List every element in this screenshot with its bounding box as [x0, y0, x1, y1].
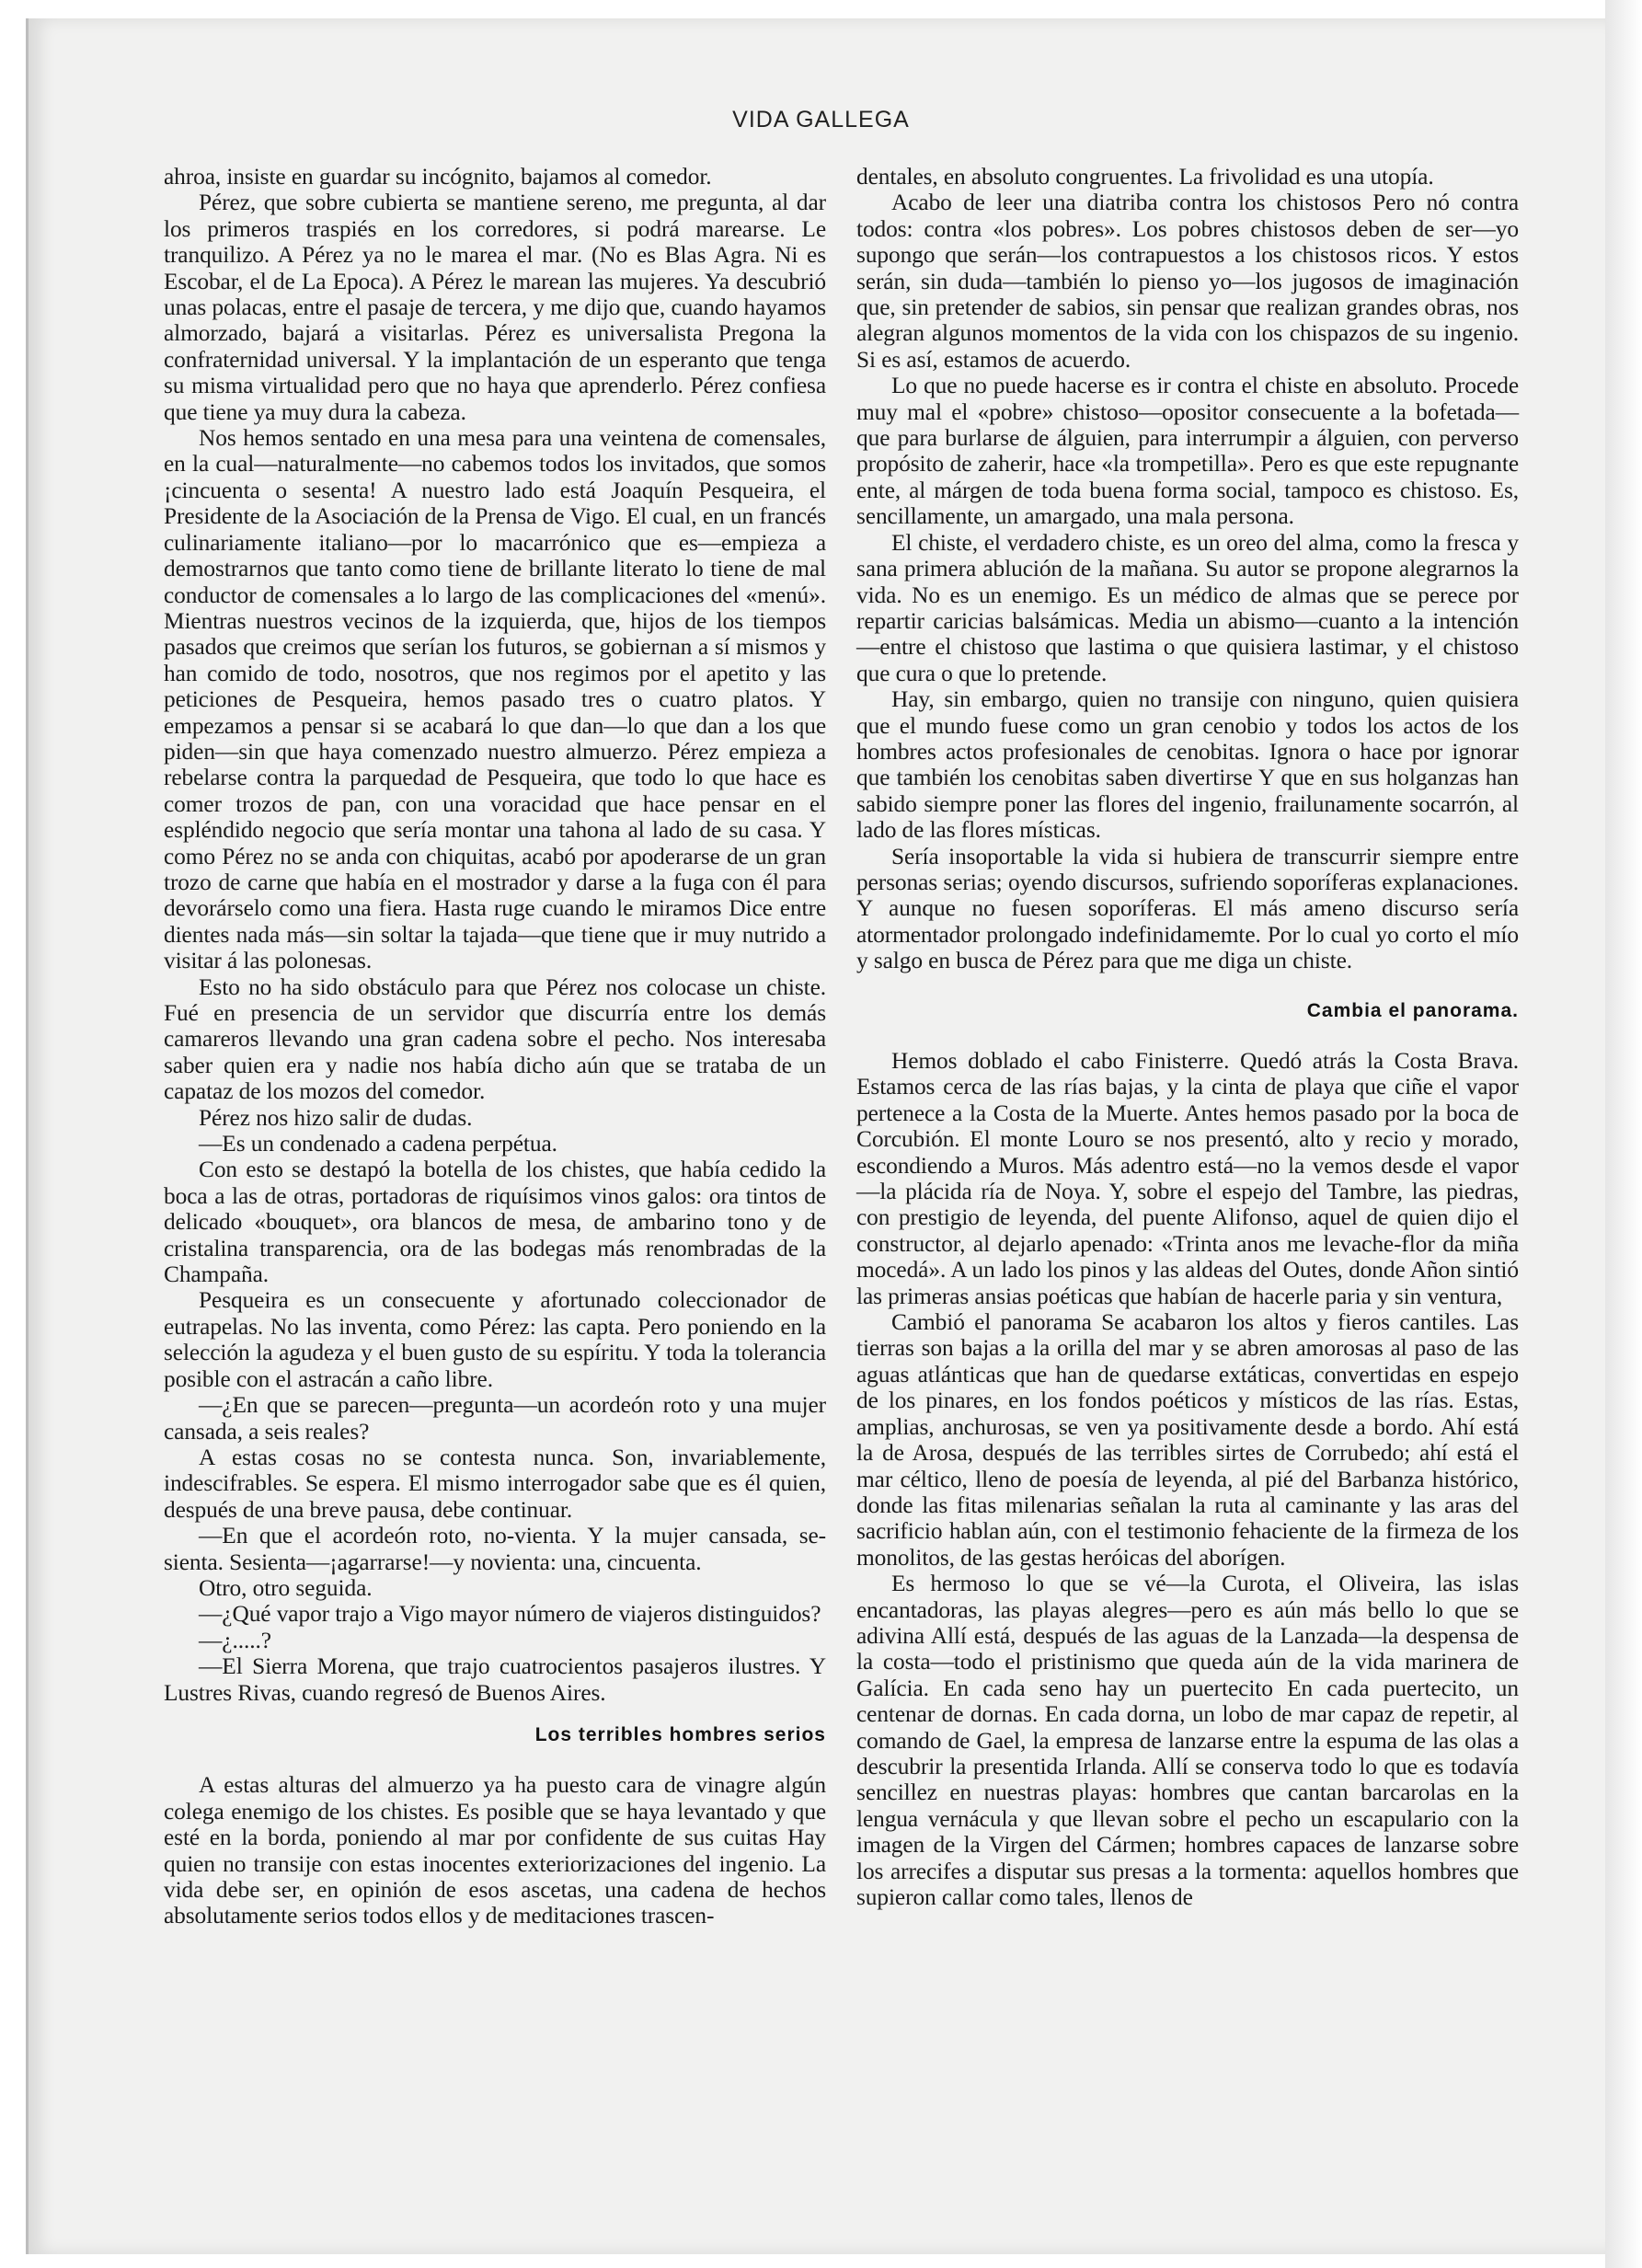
paragraph: Cambió el panorama Se acabaron los altos y fieros cantiles. Las tierras son bajas a la orilla del mar y se abren amorosas al paso de las aguas atlánticas que han de quedarse extáticas, convertidas en espejo de los pinares, en los fondos poéticos y místicos de las rías. Estas, amplias, anchurosas, se ven ya positivamente desde a bordo. Ahí está la de Arosa, después de las terribles sirtes de Corrubedo; ahí está el mar céltico, lleno de poesía de leyenda, al pié del Barbanza histórico, donde las fitas milenarias señalan la ruta al caminante y las aras del sacrificio hablan aún, con el testimonio fehaciente de la firmeza de los monolitos, de las gestas heróicas del aborígen.: [856, 1309, 1519, 1571]
paragraph: Nos hemos sentado en una mesa para una veintena de comensales, en la cual—naturalmente—no cabemos todos los invitados, que somos ¡cincuenta o sesenta! A nuestro lado está Joaquín Pesqueira, el Presidente de la Asociación de la Prensa de Vigo. El cual, en un francés culinariamente italiano—por lo macarrónico que es—empieza a demostrarnos que tanto como tiene de brillante literato lo tiene de mal conductor de comensales a lo largo de las complicaciones del «menú». Mientras nuestros vecinos de la izquierda, que, hijos de los tiempos pasados que creimos que serían los futuros, se gobiernan a sí mismos y han comido de todo, nosotros, que nos regimos por el apetito y las peticiones de Pesqueira, hemos pasado tres o cuatro platos. Y empezamos a pensar si se acabará lo que dan—lo que dan a los que piden—sin que haya comenzado nuestro almuerzo. Pérez empieza a rebelarse contra la parquedad de Pesqueira, que todo lo que hace es comer trozos de pan, con una voracidad que hace pensar en el espléndido negocio que sería montar una tahona al lado de su casa. Y como Pérez no se anda con chiquitas, acabó por apoderarse de un gran trozo de carne que había en el mostrador y darse a la fuga con él para devorárselo como una fiera. Hasta ruge cuando le miramos Dice entre dientes nada más—sin soltar la tajada—que tiene que ir muy nutrido a visitar á las polonesas.: [164, 425, 826, 974]
paragraph: Pérez, que sobre cubierta se mantiene sereno, me pregunta, al dar los primeros traspiés en los corredores, si podrá marearse. Le tranquilizo. A Pérez ya no le marea el mar. (No es Blas Agra. Ni es Escobar, el de La Epoca). A Pérez le marean las mujeres. Ya descubrió unas polacas, entre el pasaje de tercera, y me dijo que, cuando hayamos almorzado, bajará a visitarlas. Pérez es universalista Pregona la confraternidad universal. Y la implantación de un esperanto que tenga su misma virtualidad pero que no haya que aprenderlo. Pérez confiesa que tiene ya muy dura la cabeza.: [164, 190, 826, 425]
paragraph: ahroa, insiste en guardar su incógnito, bajamos al comedor.: [164, 164, 712, 190]
paragraph: Lo que no puede hacerse es ir contra el chiste en absoluto. Procede muy mal el «pobre» chistoso—opositor consecuente a la bofetada—que para burlarse de álguien, para interrumpir a álguien, con perverso propósito de zaherir, hace «la trompetilla». Pero es que este repugnante ente, al márgen de toda buena forma social, tampoco es chistoso. Es, sencillamente, un amargado, una mala persona.: [856, 373, 1519, 530]
left-column: [164, 164, 826, 1929]
paragraph: dentales, en absoluto congruentes. La frivolidad es una utopía.: [856, 164, 1434, 190]
paragraph: El chiste, el verdadero chiste, es un oreo del alma, como la fresca y sana primera ablución de la mañana. Su autor se propone alegrarnos la vida. No es un enemigo. Es un médico de almas que se perece por repartir caricias balsámicas. Media un abismo—cuanto a la intención—entre el chistoso que lastima o que quisiera lastimar, y el chistoso que cura o que lo pretende.: [856, 529, 1519, 686]
dialog-line: —En que el acordeón roto, no-vienta. Y la mujer cansada, se-sienta. Sesienta—¡agarrarse!—y novienta: una, cincuenta.: [164, 1523, 826, 1575]
dialog-line: —Es un condenado a cadena perpétua.: [199, 1131, 557, 1157]
section-heading: Los terribles hombres serios: [534, 1723, 826, 1745]
page-edge-shadow: [1605, 0, 1642, 2268]
paragraph: Hemos doblado el cabo Finisterre. Quedó atrás la Costa Brava. Estamos cerca de las rías bajas, y la cinta de playa que ciñe el vapor pertenece a la Costa de la Muerte. Antes hemos pasado por la boca de Corcubión. El monte Louro se nos presentó, alto y recio y morado, escondiendo a Muros. Más adentro está—no la vemos desde el vapor—la plácida ría de Noya. Y, sobre el espejo del Tambre, las piedras, con prestigio de leyenda, del puente Alifonso, aquel de quien dijo el constructor, al dejarlo apenado: «Trinta anos me levache-flor da miña mocedá». A un lado los pinos y las aldeas del Outes, donde Añon sintió las primeras ansias poéticas que habían de hacerle paria y sin ventura,: [856, 1048, 1519, 1309]
section-heading: Cambia el panorama.: [1306, 999, 1519, 1021]
paragraph: Con esto se destapó la botella de los chistes, que había cedido la boca a las de otras, portadoras de riquísimos vinos galos: ora tintos de delicado «bouquet», ora blancos de mesa, de ambarino tono y de cristalina transparencia, ora de las bodegas más renombradas de la Champaña.: [164, 1157, 826, 1288]
paragraph: A estas cosas no se contesta nunca. Son, invariablemente, indescifrables. Se espera. El mismo interrogador sabe que es él quien, después de una breve pausa, debe continuar.: [164, 1444, 826, 1523]
paragraph: Otro, otro seguida.: [199, 1574, 373, 1601]
paragraph: Sería insoportable la vida si hubiera de transcurrir siempre entre personas serias; oyendo discursos, sufriendo soporíferas explanaciones. Y aunque no fuesen soporíferas. El más ameno discurso sería atormentador prolongado indefinidamemte. Por lo cual yo corto el mío y salgo en busca de Pérez para que me diga un chiste.: [856, 843, 1519, 974]
dialog-line: —El Sierra Morena, que trajo cuatrocientos pasajeros ilustres. Y Lustres Rivas, cuando regresó de Buenos Aires.: [164, 1653, 826, 1706]
dialog-line: —¿En que se parecen—pregunta—un acordeón roto y una mujer cansada, a seis reales?: [164, 1392, 826, 1445]
paragraph: Es hermoso lo que se vé—la Curota, el Oliveira, las islas encantadoras, las playas alegres—pero es aún más bello lo que se adivina Allí está, después de las aguas de la Lanzada—la despensa de la costa—todo el pristinismo que queda aún de la vida marinera de Galícia. En cada seno hay un puertecito En cada puertecito, un centenar de dornas. En cada dorna, un lobo de mar capaz de repetir, al comando de Gael, la empresa de lanzarse entre la espuma de las olas a descubrir la presentida Irlanda. Allí se conserva todo lo que es todavía sencillez en nuestras playas: hombres que cantan barcarolas en la lengua vernácula y que llevan sobre el pecho un escapulario con la imagen de la Virgen del Cármen; hombres capaces de lanzarse sobre los arrecifes a disputar sus presas a la tormenta: aquellos hombres que supieron callar como tales, llenos de: [856, 1571, 1519, 1910]
paragraph: Esto no ha sido obstáculo para que Pérez nos colocase un chiste. Fué en presencia de un servidor que discurría entre los demás camareros llevando una gran cadena sobre el pecho. Nos interesaba saber quien era y nadie nos había dicho aún que se trataba de un capataz de los mozos del comedor.: [164, 973, 826, 1105]
paragraph: Pesqueira es un consecuente y afortunado coleccionador de eutrapelas. No las inventa, como Pérez: las capta. Pero poniendo en la selección la agudeza y el buen gusto de su espíritu. Y toda la tolerancia posible con el astracán a caño libre.: [164, 1287, 826, 1392]
running-title: VIDA GALLEGA: [732, 107, 910, 132]
paragraph: Pérez nos hizo salir de dudas.: [199, 1104, 473, 1131]
paragraph: Acabo de leer una diatriba contra los chistosos Pero nó contra todos: contra «los pobres». Los pobres chistosos deben de ser—yo supongo que serán—los contrapuestos a los chistosos ricos. Y estos serán, sin duda—también lo pienso yo—los jugosos de imaginación que, sin pretender de sabios, sin pensar que realizan grandes obras, nos alegran algunos momentos de la vida con los chispazos de su ingenio. Si es así, estamos de acuerdo.: [856, 190, 1519, 373]
dialog-line: —¿Qué vapor trajo a Vigo mayor número de viajeros distinguidos?: [199, 1601, 821, 1628]
right-column: [856, 164, 1519, 1910]
dialog-line: —¿.....?: [199, 1627, 271, 1653]
paragraph: Hay, sin embargo, quien no transije con ninguno, quien quisiera que el mundo fuese como un gran cenobio y todos los actos de los hombres actos profesionales de cenobitas. Ignora o hace por ignorar que también los cenobitas saben divertirse Y que en sus holganzas han sabido siempre poner las flores del ingenio, frailunamente socarrón, al lado de las flores místicas.: [856, 686, 1519, 844]
paragraph: A estas alturas del almuerzo ya ha puesto cara de vinagre algún colega enemigo de los chistes. Es posible que se haya levantado y que esté en la borda, poniendo al mar por confidente de sus cuitas Hay quien no transije con estas inocentes exteriorizaciones del ingenio. La vida debe ser, en opinión de esos ascetas, una cadena de hechos absolutamente serios todos ellos y de meditaciones trascen-: [164, 1772, 826, 1929]
